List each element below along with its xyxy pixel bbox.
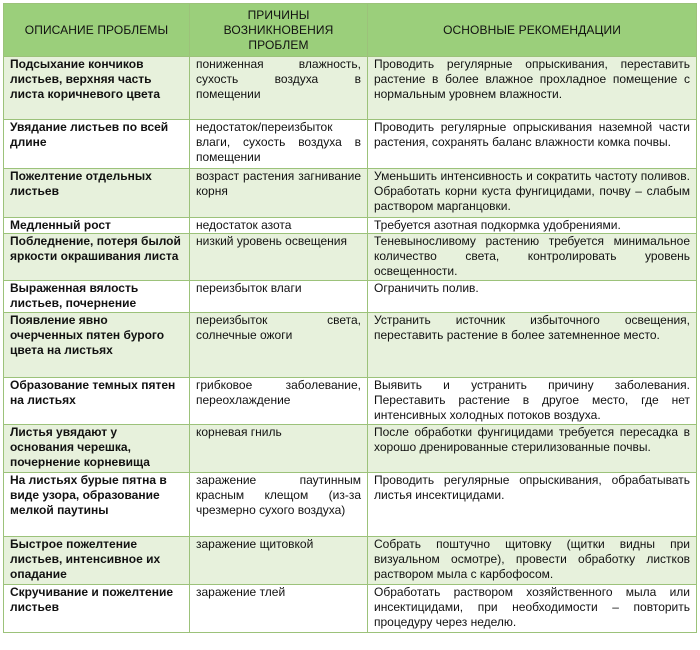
header-recommendations: ОСНОВНЫЕ РЕКОМЕНДАЦИИ [368, 4, 697, 57]
recommendation-cell: Собрать поштучно щитовку (щитки видны при визуальном осмотре), провести обработку листков раствором мыла с карбофосом. [368, 537, 697, 585]
table-row [4, 473, 697, 537]
table-header [4, 4, 697, 57]
recommendation-cell: Обработать раствором хозяйственного мыла или инсектицидами, при необходимости – повторить процедуру через неделю. [368, 585, 697, 633]
table-row [4, 218, 697, 234]
recommendation-cell: Проводить регулярные опрыскивания, обрабатывать листья инсектицидами. [368, 473, 697, 537]
recommendation-cell: Требуется азотная подкормка удобрениями. [368, 218, 697, 234]
cause-cell: переизбыток влаги [190, 281, 368, 313]
recommendation-cell: Проводить регулярные опрыскивания наземной части растения, сохранять баланс влажности комка почвы. [368, 120, 697, 169]
recommendation-cell: Выявить и устранить причину заболевания. Переставить растение в другое место, где нет интенсивных холодных потоков воздуха. [368, 378, 697, 425]
problem-cell: Пожелтение отдельных листьев [4, 169, 190, 218]
recommendation-cell: После обработки фунгицидами требуется пересадка в хорошо дренированные стерилизованные почвы. [368, 425, 697, 473]
table-row [4, 585, 697, 633]
table-row [4, 169, 697, 218]
problem-cell: Побледнение, потеря былой яркости окрашивания листа [4, 234, 190, 281]
problem-cell: Подсыхание кончиков листьев, верхняя часть листа коричневого цвета [4, 57, 190, 120]
header-row [4, 4, 697, 57]
cause-cell: переизбыток света, солнечные ожоги [190, 313, 368, 378]
table-row [4, 313, 697, 378]
table-row [4, 425, 697, 473]
problem-cell: На листьях бурые пятна в виде узора, образование мелкой паутины [4, 473, 190, 537]
cause-cell: заражение щитовкой [190, 537, 368, 585]
table-body [4, 57, 697, 633]
cause-cell: недостаток/переизбыток влаги, сухость воздуха в помещении [190, 120, 368, 169]
cause-cell: возраст растения загнивание корня [190, 169, 368, 218]
problem-cell: Появление явно очерченных пятен бурого цвета на листьях [4, 313, 190, 378]
cause-cell: заражение тлей [190, 585, 368, 633]
recommendation-cell: Проводить регулярные опрыскивания, переставить растение в более влажное прохладное помещение с нормальным уровнем влажности. [368, 57, 697, 120]
cause-cell: грибковое заболевание, переохлаждение [190, 378, 368, 425]
recommendation-cell: Ограничить полив. [368, 281, 697, 313]
recommendation-cell: Уменьшить интенсивность и сократить частоту поливов. Обработать корни куста фунгицидами, почву – слабым раствором марганцовки. [368, 169, 697, 218]
cause-cell: корневая гниль [190, 425, 368, 473]
problem-cell: Медленный рост [4, 218, 190, 234]
table-row [4, 281, 697, 313]
problem-cell: Увядание листьев по всей длине [4, 120, 190, 169]
cause-cell: пониженная влажность, сухость воздуха в помещении [190, 57, 368, 120]
problem-cell: Скручивание и пожелтение листьев [4, 585, 190, 633]
problem-cell: Образование темных пятен на листьях [4, 378, 190, 425]
table-row [4, 57, 697, 120]
problem-cell: Листья увядают у основания черешка, почернение корневища [4, 425, 190, 473]
cause-cell: заражение паутинным красным клещом (из-за чрезмерно сухого воздуха) [190, 473, 368, 537]
table-row [4, 378, 697, 425]
recommendation-cell: Устранить источник избыточного освещения, переставить растение в более затемненное место. [368, 313, 697, 378]
cause-cell: недостаток азота [190, 218, 368, 234]
cause-cell: низкий уровень освещения [190, 234, 368, 281]
problem-cell: Быстрое пожелтение листьев, интенсивное их опадание [4, 537, 190, 585]
problem-cell: Выраженная вялость листьев, почернение [4, 281, 190, 313]
table-row [4, 537, 697, 585]
header-problem: ОПИСАНИЕ ПРОБЛЕМЫ [4, 4, 190, 57]
table-row [4, 234, 697, 281]
recommendation-cell: Теневыносливому растению требуется минимальное количество света, контролировать уровень освещенности. [368, 234, 697, 281]
table-row [4, 120, 697, 169]
header-causes: ПРИЧИНЫ ВОЗНИКНОВЕНИЯ ПРОБЛЕМ [190, 4, 368, 57]
plant-problems-table [3, 3, 697, 633]
